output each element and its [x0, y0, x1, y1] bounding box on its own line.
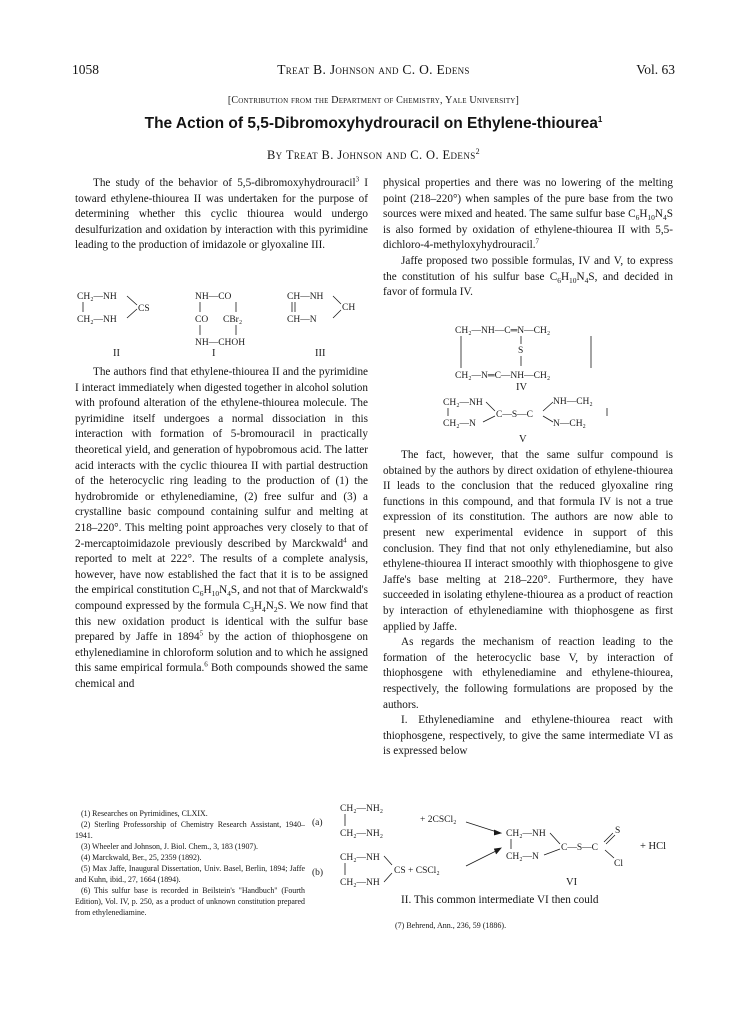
struct-IV-top: CH₂—NH—C═N—CH₂ — [455, 326, 551, 336]
text-span: S, and not that of Marckwald's compound expressed by the formula C — [75, 584, 368, 612]
article-title — [0, 115, 747, 133]
struct-V-tl: CH₂—NH — [443, 398, 483, 408]
reaction-b-right: CS + CSCl₂ — [394, 866, 440, 876]
right-column-main — [383, 448, 673, 760]
subscript: 4 — [262, 605, 266, 615]
struct-I-cbr2: CBr₂ — [223, 315, 243, 325]
product-s: S — [615, 826, 621, 836]
bond-line — [384, 856, 392, 865]
bond-line — [543, 402, 553, 411]
reaction-a-label: (a) — [312, 818, 323, 828]
text-span: S, and decided in favor of formula IV. — [383, 270, 673, 299]
footnote-3: (3) Wheeler and Johnson, J. Biol. Chem., 3, 183 (1907). — [81, 842, 258, 851]
text-span: H — [253, 599, 263, 612]
struct-I-line3: NH—CHOH — [195, 338, 246, 348]
reaction-b-bottom: CH₂—NH — [340, 878, 380, 888]
footnote-6: (6) This sulfur base is recorded in Beilstein's "Handbuch" (Fourth Edition), Vol. IV, p. 250, as a product of unknown constitution prepared from ethylenediamine. — [75, 886, 305, 917]
running-authors: Treat B. Johnson and C. O. Edens — [277, 62, 470, 77]
footnote-ref: 5 — [199, 629, 204, 638]
struct-II-right: CS — [138, 304, 150, 314]
text-span: S. We now find that this new oxidation product is identical with the sulfur base prepared by Jaffe in 1894 — [75, 599, 368, 644]
title-text: The Action of 5,5-Dibromoxyhydrouracil on Ethylene-thiourea — [144, 115, 598, 133]
right-column-top — [383, 176, 673, 301]
struct-V-label: V — [519, 434, 527, 445]
text-span: N — [576, 270, 585, 283]
text-span: H — [560, 270, 570, 283]
reaction-a-reagent: + 2CSCl₂ — [420, 815, 457, 825]
struct-I-label: I — [212, 348, 216, 359]
title-footnote-ref: 1 — [597, 115, 603, 124]
product-cl: Cl — [614, 859, 623, 869]
paragraph-jaffe-formulas — [383, 254, 673, 301]
left-column-main — [75, 365, 368, 692]
paragraph-step-one: I. Ethylenediamine and ethylene-thiourea react with thiophosgene, respectively, to give the same intermediate VI as is expressed below — [383, 714, 673, 758]
struct-I-line1: NH—CO — [195, 292, 232, 302]
structures-IV-V — [383, 322, 673, 444]
bond-line — [333, 296, 341, 304]
structure-drawing — [75, 288, 368, 360]
structure-drawing — [383, 322, 673, 444]
text-span: by the action of thiophosgene on ethylenediamine in chloroform solution and to which he assigned this same empirical formula. — [75, 631, 368, 675]
struct-V-tr: NH—CH₂ — [553, 397, 593, 407]
subscript: 6 — [199, 589, 204, 599]
reaction-b-top: CH₂—NH — [340, 853, 380, 863]
bond-line — [127, 296, 137, 305]
left-column-intro — [75, 176, 368, 254]
footnote-4: (4) Marckwald, Ber., 25, 2359 (1892). — [81, 853, 202, 862]
subscript: 10 — [647, 213, 655, 223]
subscript: 6 — [635, 213, 640, 223]
footnote-1: (1) Researches on Pyrimidines, CLXIX. — [81, 809, 208, 818]
product-label: VI — [566, 877, 578, 888]
byline-footnote-ref: 2 — [475, 147, 481, 156]
footnote-5: (5) Max Jaffe, Inaugural Dissertation, Univ. Basel, Berlin, 1894; Jaffe and Kuhn, ibid., 27, 1664 (1894). — [75, 864, 305, 884]
reaction-a-top: CH₂—NH₂ — [340, 804, 384, 814]
text-span: and reported to melt at 222°. The results of a complete analysis, however, have now established the fact that it is to be assigned the empirical constitution C — [75, 537, 369, 597]
struct-III-line1: CH—NH — [287, 292, 324, 302]
volume-label: Vol. 63 — [636, 62, 675, 77]
footnotes-left — [75, 808, 305, 918]
text-span: The study of the behavior of 5,5-dibromoxyhydrouracil — [93, 177, 356, 189]
subscript: 4 — [663, 213, 667, 223]
subscript: 4 — [584, 275, 589, 285]
struct-IV-bottom: CH₂—N═C—NH—CH₂ — [455, 371, 551, 381]
bond-line — [604, 833, 613, 842]
footnote-ref: 3 — [355, 175, 360, 184]
struct-IV-label: IV — [516, 382, 528, 393]
footnote-7: (7) Behrend, Ann., 236, 59 (1886). — [395, 921, 507, 930]
struct-V-center: C—S—C — [496, 410, 533, 420]
page-number: 1058 — [72, 62, 99, 77]
arrowhead — [494, 848, 501, 854]
structures-II-I-III — [75, 288, 368, 360]
footnote-ref: 6 — [204, 660, 208, 669]
product-top: CH₂—NH — [506, 829, 546, 839]
footnote-2: (2) Sterling Professorship of Chemistry Research Assistant, 1940–1941. — [75, 820, 305, 840]
text-span: N — [265, 599, 274, 612]
subscript: 6 — [557, 275, 561, 285]
bond-line — [384, 873, 392, 882]
subscript: 10 — [569, 275, 577, 285]
text-span: The authors find that ethylene-thiourea II and the pyrimidine I interact immediately when digested together in alcohol solution with profound alteration of the ethylene-thiourea molecule. The pyrimidine itself undergoes a normal dissociation in this interaction with formation of 5-bromouracil in practically theoretical yield, and generation of hypobromous acid. The latter acid interacts with the cyclic thiourea II with partial destruction of the heterocyclic ring leading to the production of (1) the hydrobromide or ethylenediamine, (2) free sulfur and (3) a crystalline basic compound containing sulfur and melting at 218–220°. This melting point approaches very closely to that of 2-mercaptoimidazole previously described by Marckwald — [75, 366, 368, 550]
contribution-line: [Contribution from the Department of Chemistry, Yale University] — [227, 95, 520, 106]
arrowhead — [494, 830, 501, 835]
byline-text: By Treat B. Johnson and C. O. Edens — [266, 148, 476, 163]
paragraph-intro — [75, 176, 368, 254]
arrow-line — [466, 849, 500, 866]
reaction-scheme — [308, 800, 698, 892]
struct-III-label: III — [315, 348, 326, 359]
struct-V-bl: CH₂—N — [443, 419, 476, 429]
bond-line — [543, 416, 553, 422]
reaction-drawing — [308, 800, 698, 892]
paragraph-the-fact: The fact, however, that the same sulfur compound is obtained by the authors by direct oxidation of ethylene-thiourea II leads to the conclusion that the reduced glyoxaline ring functions in this compound, and that formula IV is not a true expression of its constitution. The authors are now able to present new experimental evidence in support of this conclusion. They find that not only ethylenediamine, but also ethylene-thiourea II interact smoothly with thiophosgene to give Jaffe's base melting at 218–220°. Furthermore, they have succeeded in isolating ethylene-thiourea as a product of reaction by interaction of ethylenediamine with thiophosgene as first applied by Jaffe. — [383, 449, 673, 633]
bond-line — [605, 850, 614, 858]
text-span: N — [219, 584, 228, 597]
text-span: Jaffe proposed two possible formulas, IV and V, to express the constitution of his sulfur base C — [383, 254, 673, 283]
product-hcl: + HCl — [640, 841, 667, 852]
subscript: 2 — [273, 605, 278, 615]
text-span: H — [639, 208, 648, 221]
bond-line — [333, 310, 341, 318]
paragraph-step-two: II. This common intermediate VI then could — [401, 894, 599, 906]
product-bottom: CH₂—N — [506, 852, 539, 862]
struct-III-line2: CH—N — [287, 315, 317, 325]
struct-V-br: N—CH₂ — [553, 419, 586, 429]
paragraph-mechanism: As regards the mechanism of reaction leading to the formation of the heterocyclic base V, by interaction of thiophosgene with ethylenediamine and ethylene-thiourea, respectively, the following formulations are proposed by the authors. — [383, 636, 673, 711]
paragraph-physical-properties — [383, 176, 673, 254]
bond-line — [486, 402, 495, 411]
bond-line — [483, 416, 495, 422]
subscript: 10 — [211, 589, 220, 599]
struct-II-line1: CH₂—NH — [77, 292, 117, 302]
bond-line — [606, 835, 615, 844]
subscript: 3 — [250, 605, 254, 615]
text-span: physical properties and there was no lowering of the melting point (218–220°) when samples of the pure base from the two sources were mixed and heated. The same sulfur base C — [383, 177, 673, 221]
byline — [0, 147, 747, 163]
struct-I-co: CO — [195, 315, 209, 325]
product-center: C—S—C — [561, 843, 598, 853]
subscript: 4 — [227, 589, 231, 599]
text-span: S is also formed by oxidation of ethylene-thiourea II with 5,5-dichloro-4-methyloxyhydrouracil. — [383, 208, 673, 252]
footnote-ref: 7 — [535, 237, 540, 246]
struct-IV-s: S — [518, 346, 524, 356]
reaction-a-bottom: CH₂—NH₂ — [340, 829, 384, 839]
text-span: Both compounds showed the same chemical and — [75, 662, 368, 690]
bond-line — [127, 309, 137, 318]
struct-II-label: II — [113, 348, 120, 359]
bond-line — [550, 833, 560, 844]
text-span: N — [654, 208, 664, 221]
footnote-ref: 4 — [343, 535, 347, 544]
bond-line — [544, 849, 560, 855]
struct-III-right: CH — [342, 303, 356, 313]
text-span: H — [203, 584, 212, 597]
struct-II-line2: CH₂—NH — [77, 315, 117, 325]
right-column-end — [383, 893, 673, 909]
text-span: I toward ethylene-thiourea II was undertaken for the purpose of determining whether this cyclic thiourea would undergo desulfurization and oxidation by interaction with this pyrimidine leading to the production of imidazole or glyoxaline III. — [75, 177, 368, 252]
paragraph-authors-find — [75, 365, 368, 692]
reaction-b-label: (b) — [312, 868, 324, 878]
